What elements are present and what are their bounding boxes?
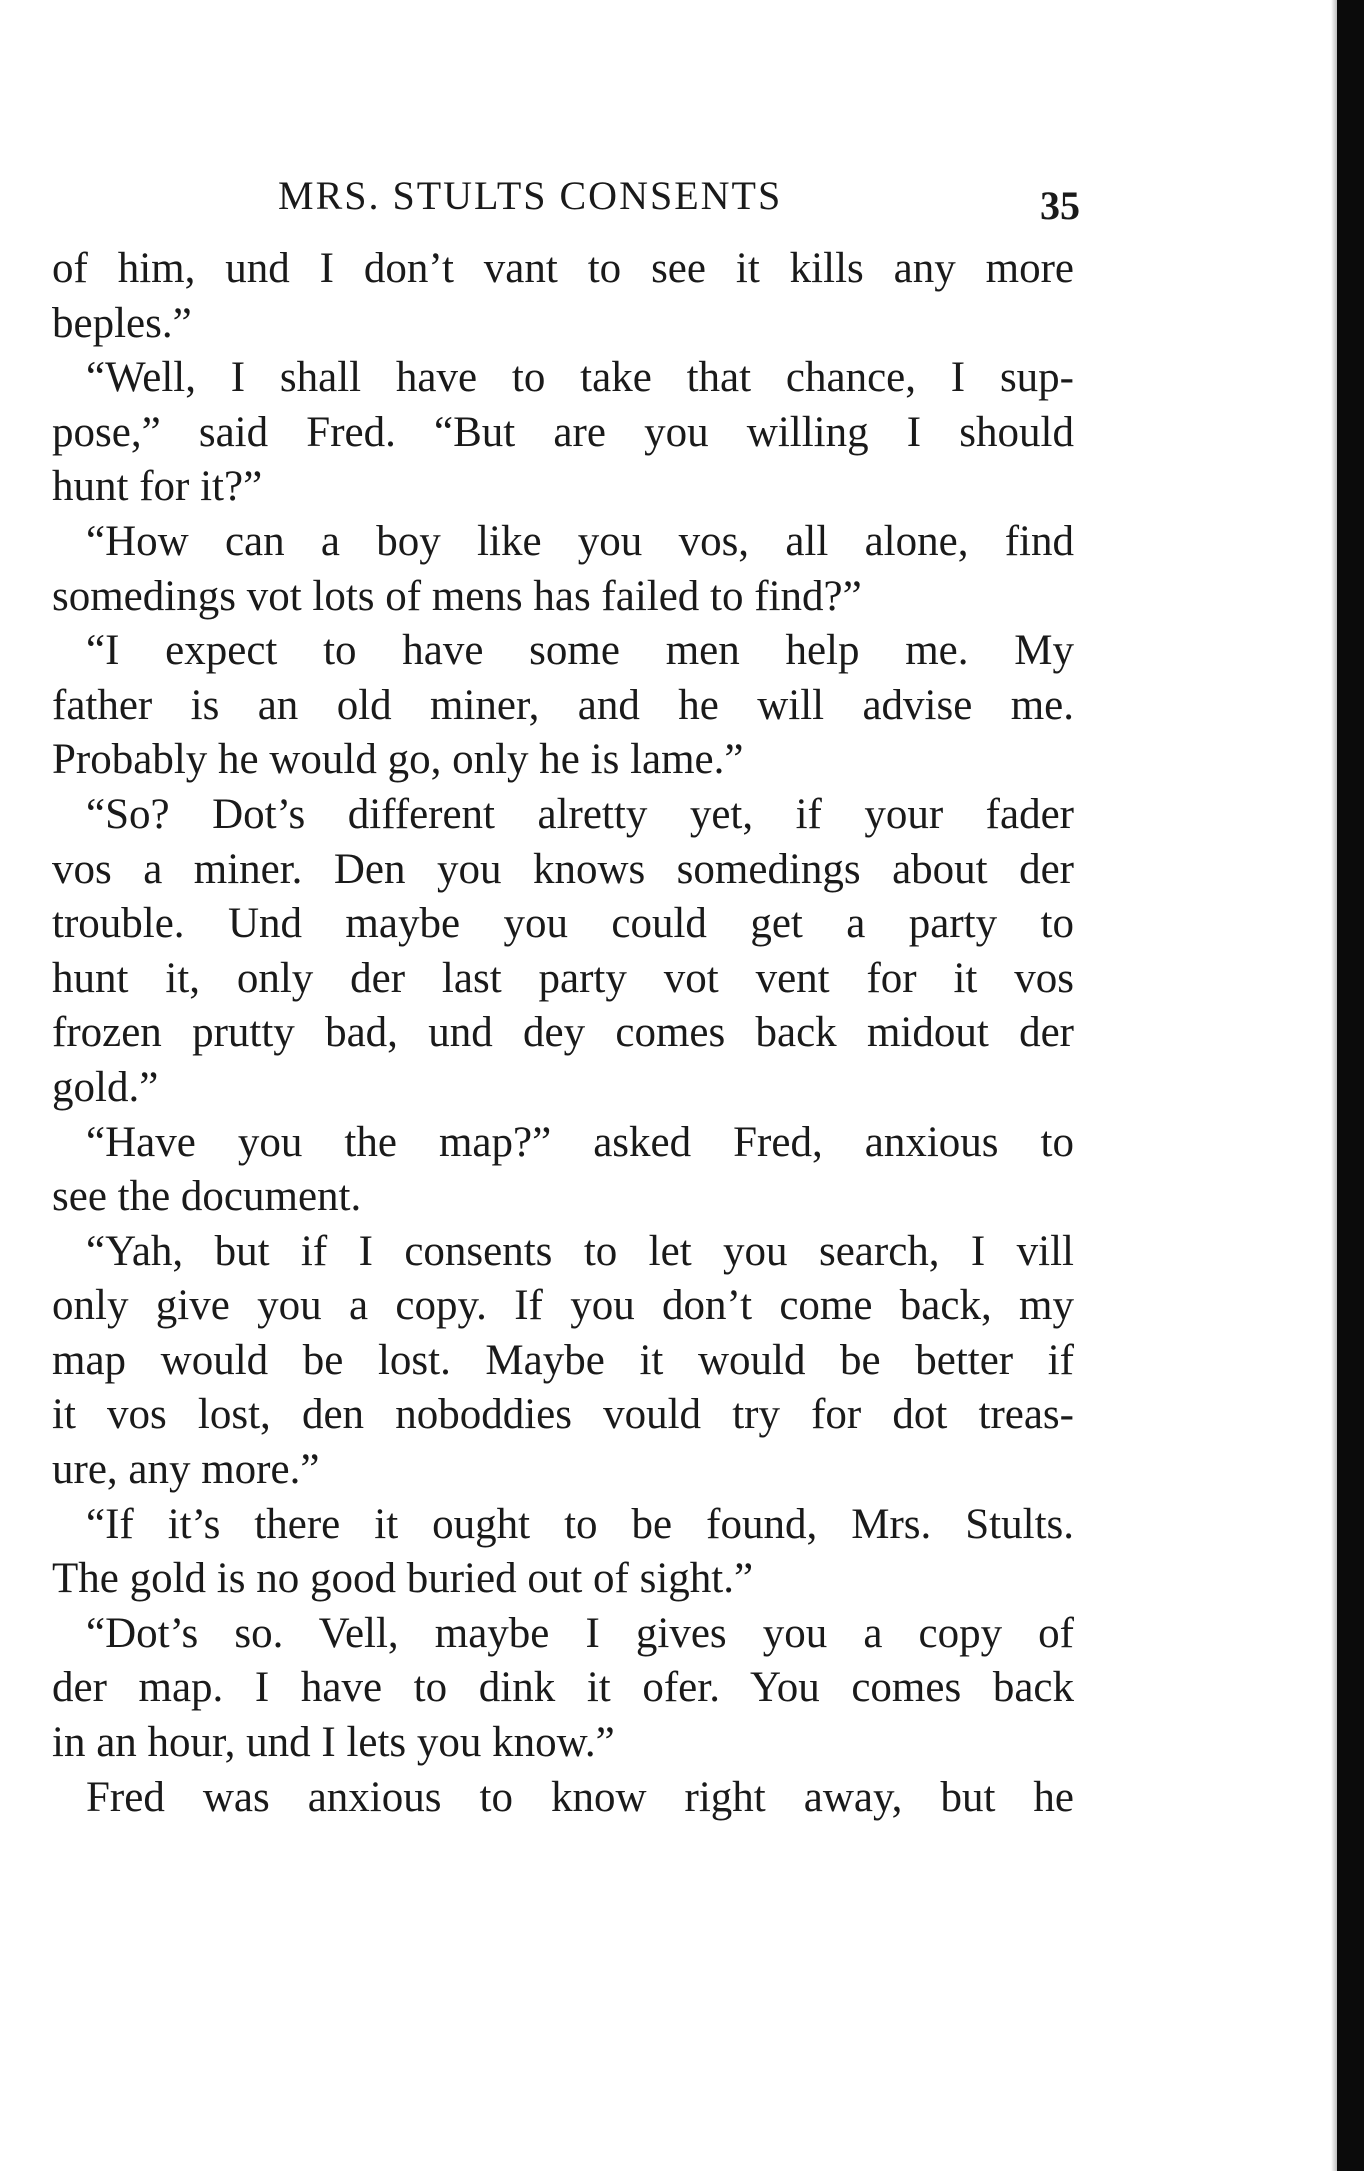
scan-edge-border bbox=[1337, 0, 1364, 2171]
text-line: hunt it, only der last party vot vent for it vos bbox=[52, 954, 1074, 1002]
text-line: it vos lost, den noboddies vould try for dot treas- bbox=[52, 1391, 1074, 1439]
text-line: “Well, I shall have to take that chance, I sup- bbox=[86, 354, 1074, 402]
text-line: pose,” said Fred. “But are you willing I should bbox=[52, 408, 1074, 456]
text-line: “I expect to have some men help me. My bbox=[86, 627, 1074, 675]
text-line: gold.” bbox=[52, 1063, 159, 1111]
text-line: “So? Dot’s different alretty yet, if your fader bbox=[86, 790, 1074, 838]
body-text bbox=[52, 242, 1074, 1825]
text-line: frozen prutty bad, und dey comes back midout der bbox=[52, 1009, 1074, 1057]
text-line: “If it’s there it ought to be found, Mrs. Stults. bbox=[86, 1500, 1074, 1548]
text-line: The gold is no good buried out of sight.” bbox=[52, 1555, 754, 1603]
text-line: only give you a copy. If you don’t come back, my bbox=[52, 1282, 1074, 1330]
text-line: Fred was anxious to know right away, but he bbox=[86, 1773, 1074, 1821]
text-line: “Dot’s so. Vell, maybe I gives you a copy of bbox=[86, 1609, 1074, 1657]
text-line: der map. I have to dink it ofer. You comes back bbox=[52, 1664, 1074, 1712]
text-line: “How can a boy like you vos, all alone, find bbox=[86, 517, 1074, 565]
text-line: vos a miner. Den you knows somedings about der bbox=[52, 845, 1074, 893]
text-line: of him, und I don’t vant to see it kills any more bbox=[52, 245, 1074, 292]
text-line: “Have you the map?” asked Fred, anxious to bbox=[86, 1118, 1074, 1166]
text-line: beples.” bbox=[52, 299, 192, 347]
page-header bbox=[52, 172, 1080, 232]
text-line: “Yah, but if I consents to let you search, I vill bbox=[86, 1227, 1074, 1275]
text-line: trouble. Und maybe you could get a party to bbox=[52, 900, 1074, 948]
text-line: in an hour, und I lets you know.” bbox=[52, 1719, 615, 1767]
text-line: hunt for it?” bbox=[52, 463, 263, 511]
running-head: MRS. STULTS CONSENTS bbox=[278, 173, 783, 218]
text-line: Probably he would go, only he is lame.” bbox=[52, 736, 744, 784]
text-line: see the document. bbox=[52, 1173, 362, 1221]
text-line: father is an old miner, and he will advise me. bbox=[52, 681, 1074, 729]
page-number: 35 bbox=[1040, 183, 1080, 228]
text-line: ure, any more.” bbox=[52, 1446, 320, 1494]
text-line: map would be lost. Maybe it would be better if bbox=[52, 1336, 1074, 1384]
text-line: somedings vot lots of mens has failed to find?” bbox=[52, 572, 862, 620]
